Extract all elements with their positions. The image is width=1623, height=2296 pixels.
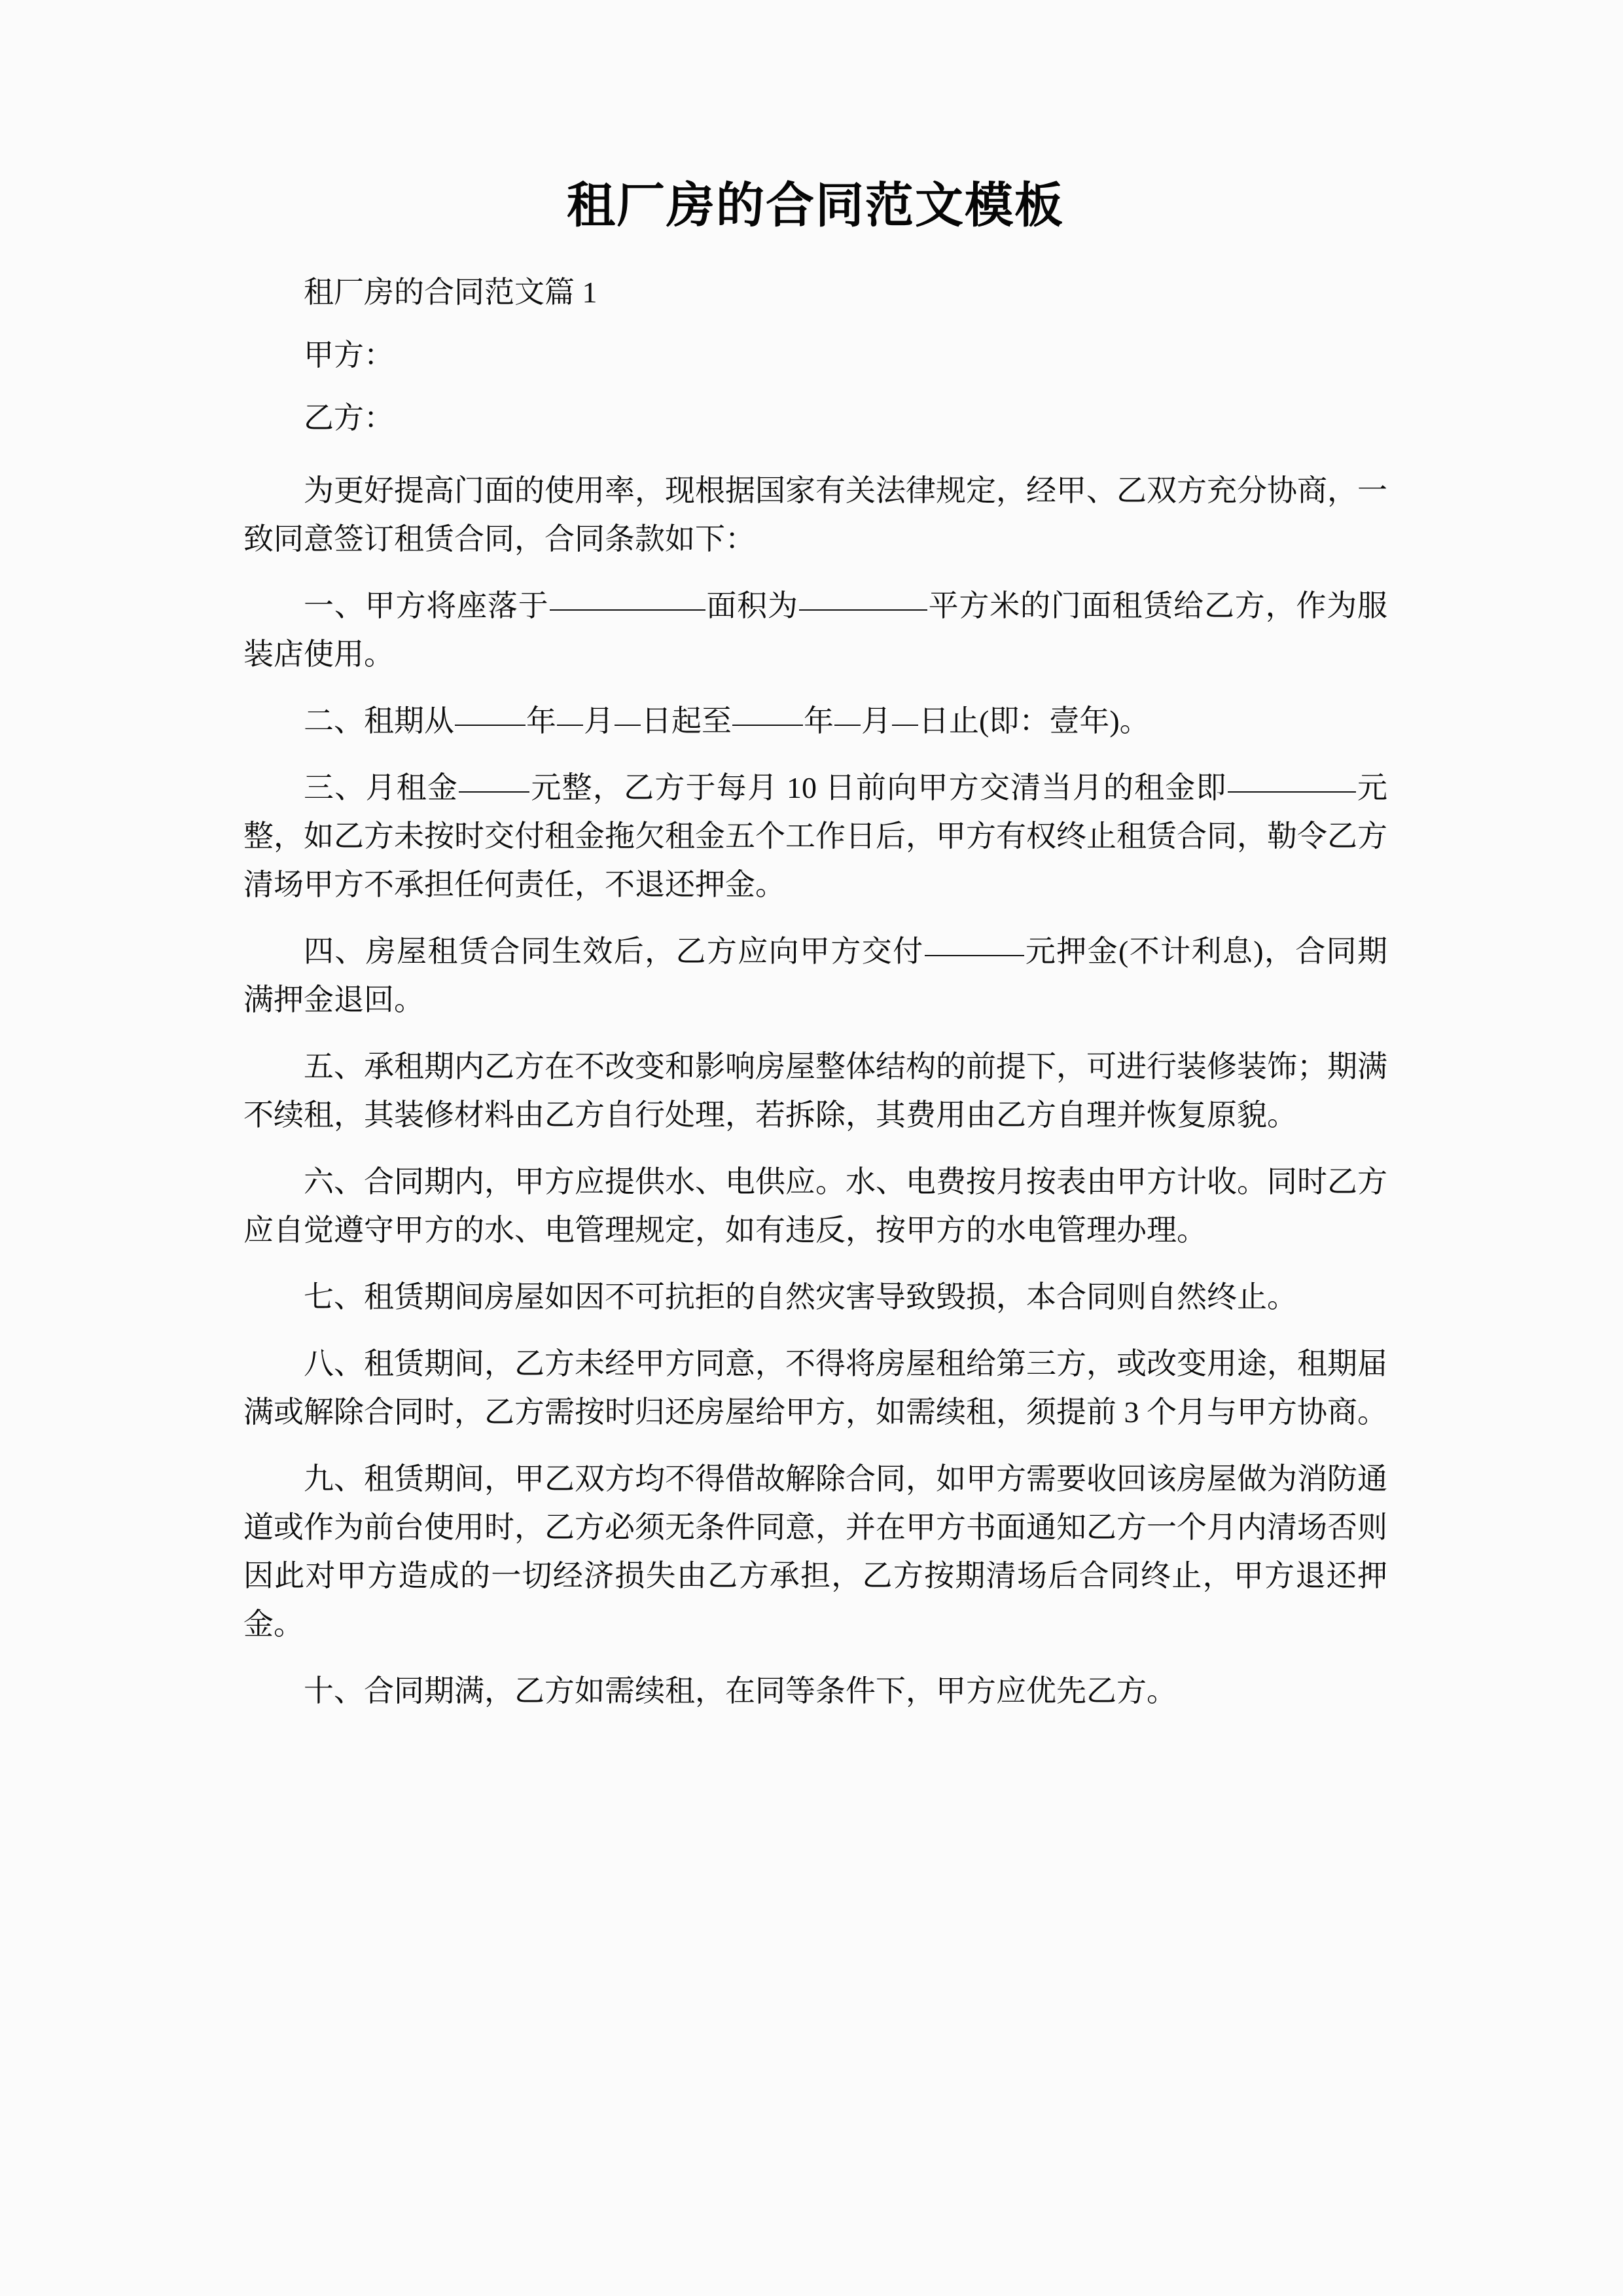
clause-paragraph (243, 1667, 1387, 1715)
clause-paragraph (243, 697, 1387, 745)
clause-text: 年 (804, 704, 834, 738)
clause-number: 四、 (304, 934, 366, 968)
clause-text: 元整，乙方于每月 10 日前向甲方交清当月的租金即 (530, 770, 1227, 804)
title-spacer (243, 236, 1387, 261)
clause-text: 合同期满，乙方如需续租，在同等条件下，甲方应优先乙方。 (364, 1674, 1177, 1708)
fill-in-blank[interactable] (834, 697, 861, 726)
clause-number: 八、 (304, 1346, 364, 1380)
clause-text: 日起至 (641, 704, 732, 738)
clause-number: 五、 (304, 1049, 364, 1083)
section-heading: 租厂房的合同范文篇 1 (304, 275, 597, 309)
clause-text: 承租期内乙方在不改变和影响房屋整体结构的前提下，可进行装修装饰；期满不续租，其装修材料由乙方自行处理，若拆除，其费用由乙方自理并恢复原貌。 (243, 1049, 1387, 1132)
clause-text: 元押金(不计利息)，合同期满押金退回。 (243, 934, 1388, 1016)
clause-paragraph (243, 927, 1387, 1024)
page-title: 租厂房的合同范文模板 (567, 178, 1064, 232)
clause-text: 年 (526, 704, 556, 738)
fill-in-blank[interactable] (455, 697, 526, 726)
clause-text: 面积为 (705, 588, 798, 622)
clause-paragraph (243, 1455, 1387, 1649)
clause-number: 七、 (304, 1280, 364, 1314)
clause-text: 月 (861, 704, 891, 738)
clause-number: 十、 (304, 1674, 364, 1708)
clause-text: 平方米的门面租赁给乙方，作为服装店使用。 (243, 588, 1388, 671)
clause-text: 元整，如乙方未按时交付租金拖欠租金五个工作日后，甲方有权终止租赁合同，勒令乙方清场甲方不承担任何责任，不退还押金。 (243, 770, 1388, 901)
clause-paragraph (243, 582, 1387, 679)
clause-paragraph (243, 1043, 1387, 1139)
clause-paragraph (243, 1340, 1387, 1437)
fill-in-blank[interactable] (550, 582, 705, 611)
clause-text: 甲方将座落于 (365, 588, 549, 622)
clause-text: 租赁期间房屋如因不可抗拒的自然灾害导致毁损，本合同则自然终止。 (364, 1280, 1297, 1314)
fill-in-blank[interactable] (1228, 764, 1356, 793)
clause-list (243, 582, 1387, 1715)
party-a-label: 甲方： (304, 338, 394, 372)
clause-number: 九、 (304, 1462, 364, 1496)
fill-in-blank[interactable] (925, 927, 1024, 956)
party-b-label: 乙方： (304, 401, 394, 435)
clause-paragraph (243, 1158, 1387, 1255)
clause-text: 日止(即：壹年)。 (919, 704, 1150, 738)
clause-text: 租期从 (364, 704, 454, 738)
fill-in-blank[interactable] (892, 697, 918, 726)
document-content (243, 0, 1387, 1734)
fill-in-blank[interactable] (799, 582, 927, 611)
clause-text: 租赁期间，甲乙双方均不得借故解除合同，如甲方需要收回该房屋做为消防通道或作为前台使用时，乙方必须无条件同意，并在甲方书面通知乙方一个月内清场否则因此对甲方造成的一切经济损失由乙方承担，乙方按期清场后合同终止，甲方退还押金。 (243, 1462, 1387, 1641)
fill-in-blank[interactable] (459, 764, 529, 793)
clause-text: 月租金 (365, 770, 459, 804)
preamble-paragraph: 为更好提高门面的使用率，现根据国家有关法律规定，经甲、乙双方充分协商，一致同意签订租赁合同，合同条款如下： (243, 473, 1387, 556)
fill-in-blank[interactable] (732, 697, 803, 726)
clause-number: 二、 (304, 704, 364, 738)
fill-in-blank[interactable] (557, 697, 583, 726)
preamble-spacer (243, 450, 1387, 467)
clause-text: 租赁期间，乙方未经甲方同意，不得将房屋租给第三方，或改变用途，租期届满或解除合同时，乙方需按时归还房屋给甲方，如需续租，须提前 3 个月与甲方协商。 (243, 1346, 1387, 1429)
clause-text: 房屋租赁合同生效后，乙方应向甲方交付 (365, 934, 924, 968)
clause-number: 一、 (304, 588, 365, 622)
fill-in-blank[interactable] (615, 697, 641, 726)
clause-text: 月 (584, 704, 614, 738)
clause-text: 合同期内，甲方应提供水、电供应。水、电费按月按表由甲方计收。同时乙方应自觉遵守甲方的水、电管理规定，如有违反，按甲方的水电管理办理。 (243, 1164, 1387, 1247)
clause-paragraph (243, 1273, 1387, 1321)
clause-number: 六、 (304, 1164, 364, 1198)
clause-paragraph (243, 764, 1387, 909)
clause-number: 三、 (304, 770, 366, 804)
